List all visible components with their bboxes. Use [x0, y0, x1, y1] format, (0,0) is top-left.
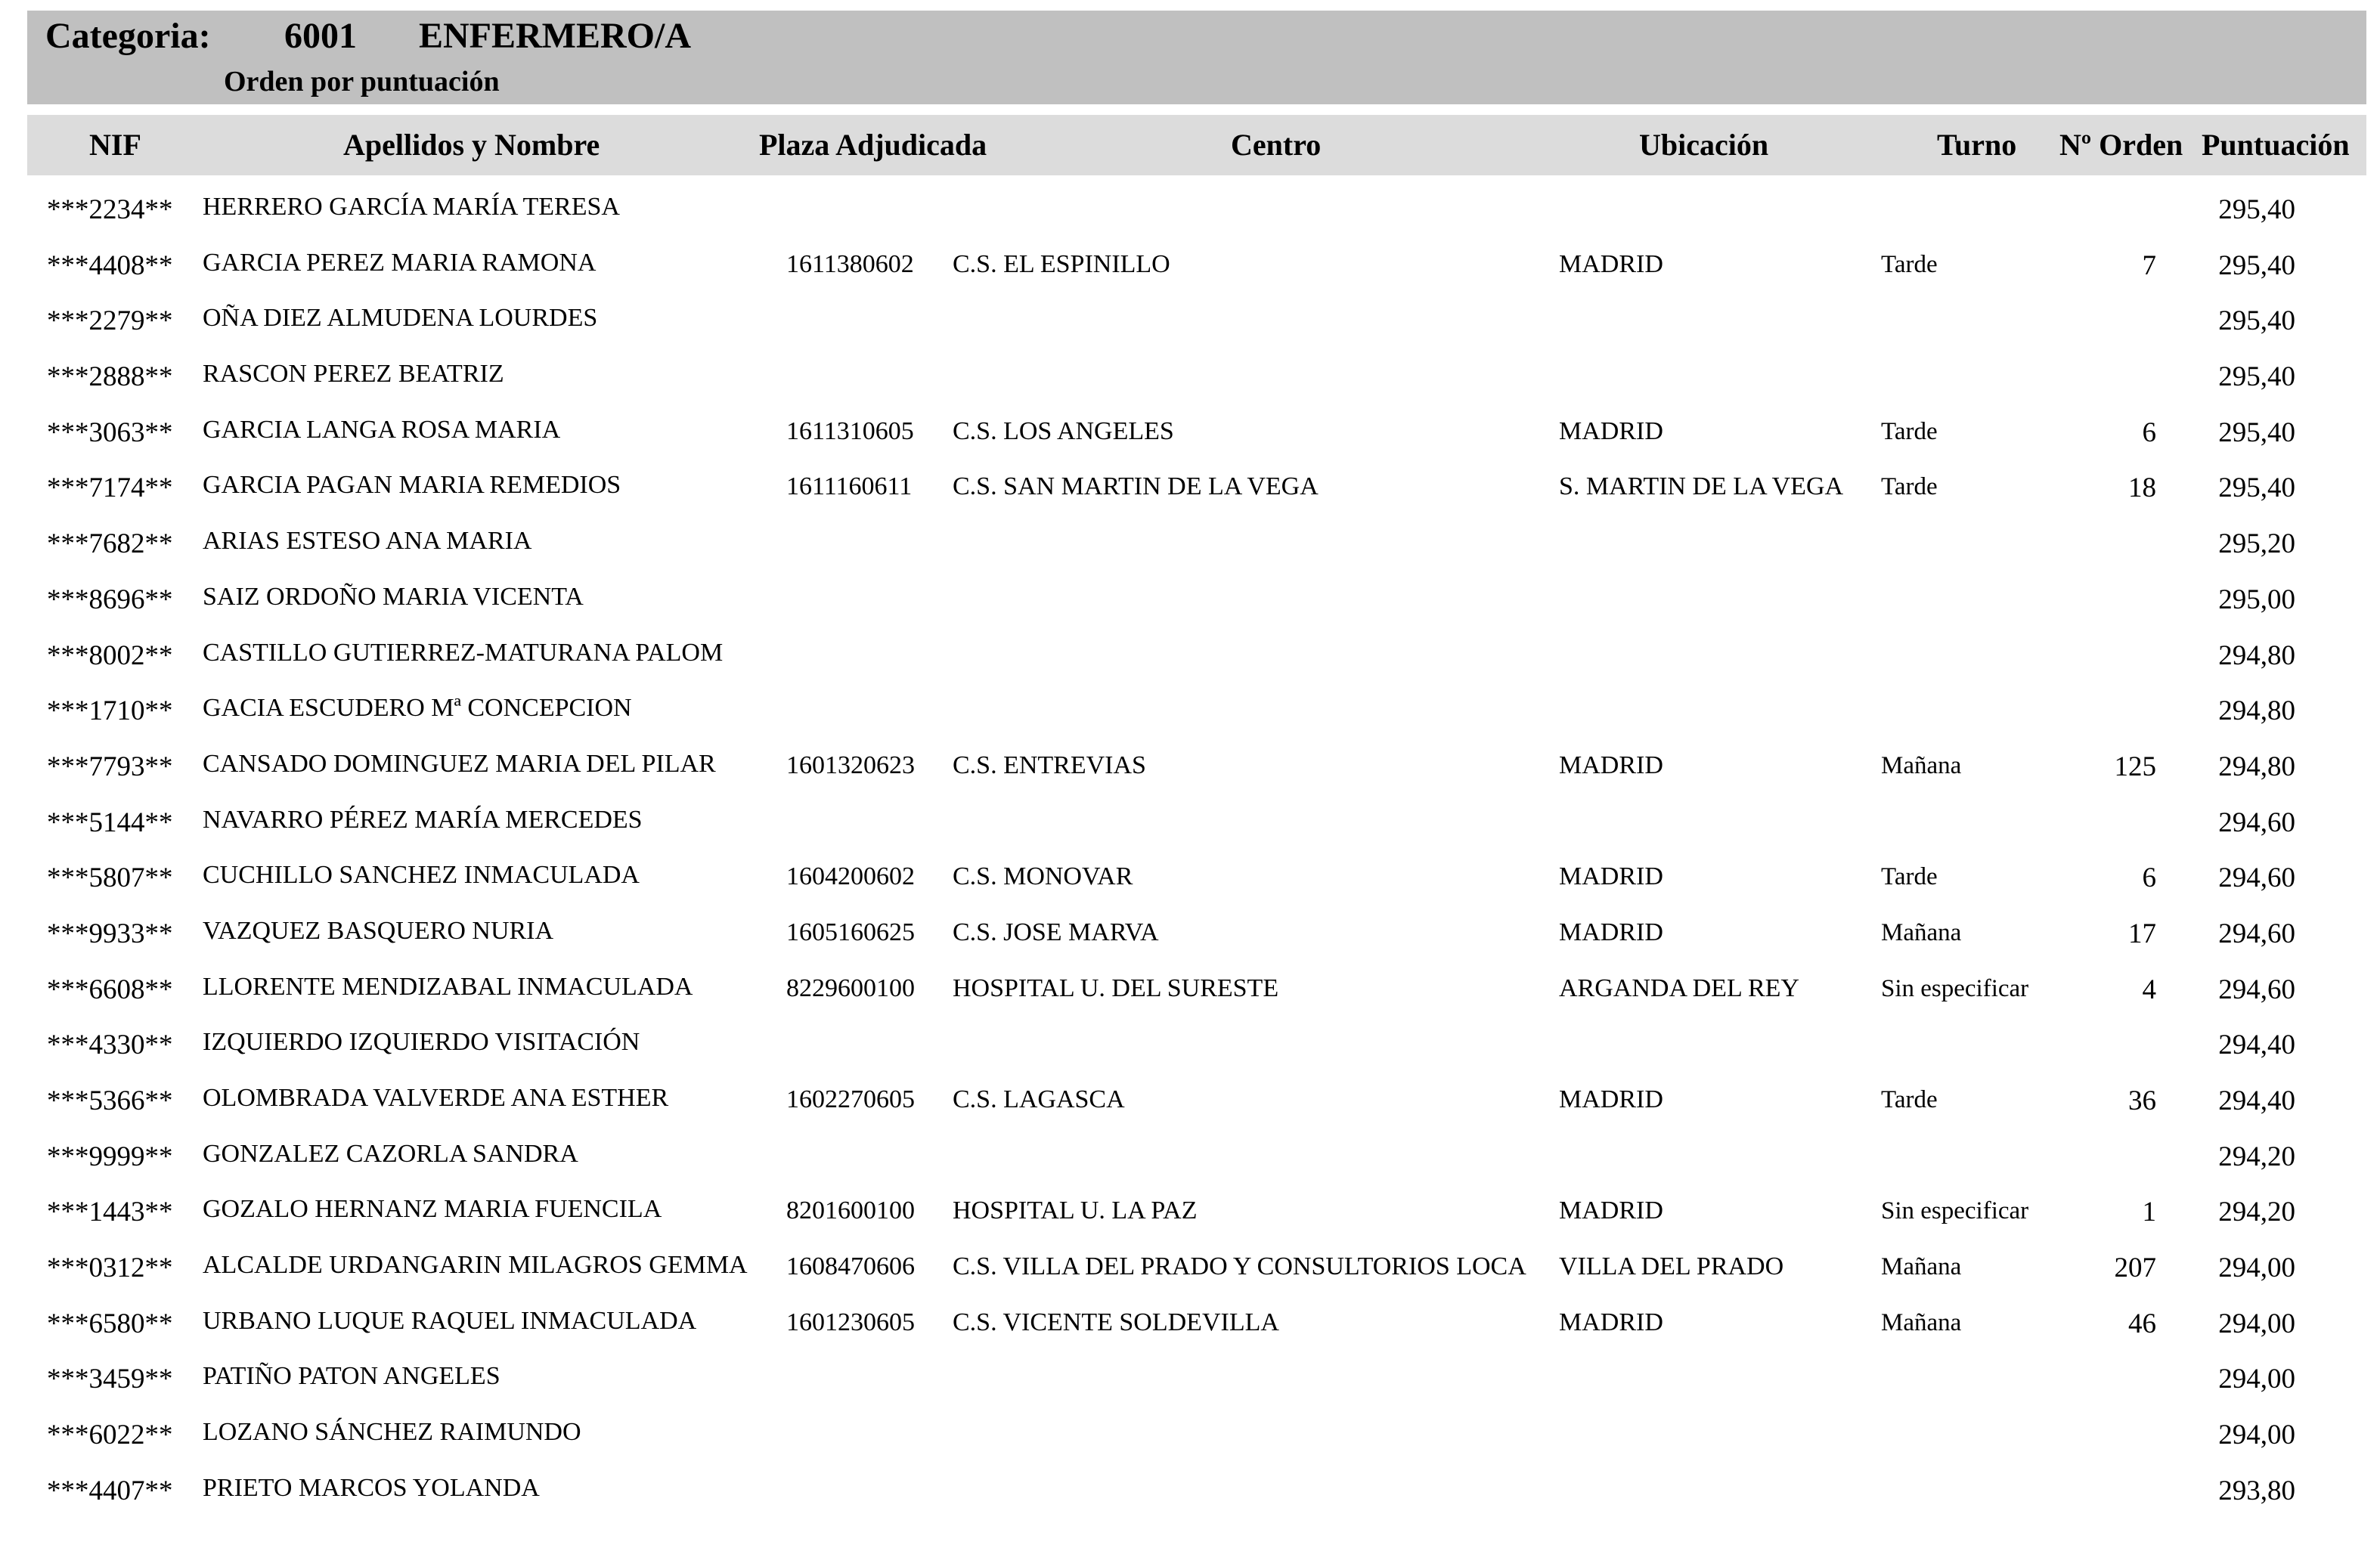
name-cell: GACIA ESCUDERO Mª CONCEPCION	[203, 694, 632, 723]
name-cell: ARIAS ESTESO ANA MARIA	[203, 527, 532, 556]
orden-cell: 36	[2128, 1085, 2156, 1116]
name-cell: GONZALEZ CAZORLA SANDRA	[203, 1139, 578, 1168]
plaza-cell: 1605160625	[786, 918, 915, 946]
plaza-cell: 1611310605	[786, 416, 914, 445]
name-cell: PRIETO MARCOS YOLANDA	[203, 1473, 540, 1502]
nif-cell: ***6022**	[47, 1419, 173, 1451]
ubicacion-cell: S. MARTIN DE LA VEGA	[1559, 472, 1844, 501]
column-header-name: Apellidos y Nombre	[343, 128, 600, 162]
centro-cell: C.S. LAGASCA	[953, 1085, 1125, 1113]
name-cell: HERRERO GARCÍA MARÍA TERESA	[203, 193, 620, 221]
turno-cell: Mañana	[1881, 751, 1962, 779]
centro-cell: C.S. VILLA DEL PRADO Y CONSULTORIOS LOCA	[953, 1252, 1526, 1281]
puntuacion-cell: 295,40	[2218, 249, 2295, 281]
ubicacion-cell: MADRID	[1559, 416, 1663, 445]
table-row	[0, 1300, 2380, 1356]
ubicacion-cell: MADRID	[1559, 1308, 1663, 1336]
name-cell: LLORENTE MENDIZABAL INMACULADA	[203, 972, 693, 1001]
orden-cell: 4	[2142, 974, 2156, 1005]
centro-cell: C.S. MONOVAR	[953, 862, 1133, 891]
centro-cell: C.S. VICENTE SOLDEVILLA	[953, 1308, 1279, 1336]
nif-cell: ***0312**	[47, 1252, 173, 1284]
puntuacion-cell: 294,60	[2218, 974, 2295, 1005]
ubicacion-cell: MADRID	[1559, 249, 1663, 278]
name-cell: PATIÑO PATON ANGELES	[203, 1362, 500, 1391]
turno-cell: Mañana	[1881, 918, 1962, 946]
name-cell: GARCIA LANGA ROSA MARIA	[203, 415, 561, 444]
puntuacion-cell: 294,60	[2218, 918, 2295, 949]
nif-cell: ***3459**	[47, 1364, 173, 1395]
column-header-nif: NIF	[89, 128, 141, 162]
table-row	[0, 297, 2380, 353]
puntuacion-cell: 295,20	[2218, 528, 2295, 560]
name-cell: OÑA DIEZ ALMUDENA LOURDES	[203, 304, 598, 333]
ubicacion-cell: MADRID	[1559, 751, 1663, 779]
name-cell: GOZALO HERNANZ MARIA FUENCILA	[203, 1195, 662, 1224]
orden-cell: 17	[2128, 918, 2156, 949]
turno-cell: Tarde	[1881, 250, 1938, 278]
table-row	[0, 1244, 2380, 1300]
name-cell: RASCON PEREZ BEATRIZ	[203, 360, 504, 389]
name-cell: LOZANO SÁNCHEZ RAIMUNDO	[203, 1418, 581, 1447]
plaza-cell: 1601230605	[786, 1308, 915, 1336]
puntuacion-cell: 295,40	[2218, 305, 2295, 337]
turno-cell: Sin especificar	[1881, 974, 2029, 1002]
name-cell: IZQUIERDO IZQUIERDO VISITACIÓN	[203, 1028, 640, 1057]
table-row	[0, 1077, 2380, 1133]
table-row	[0, 1133, 2380, 1189]
table-row	[0, 409, 2380, 465]
table-row	[0, 1188, 2380, 1244]
orden-cell: 6	[2142, 416, 2156, 448]
centro-cell: C.S. LOS ANGELES	[953, 416, 1174, 445]
results-table	[0, 186, 2380, 1523]
puntuacion-cell: 294,80	[2218, 751, 2295, 782]
name-cell: CASTILLO GUTIERREZ-MATURANA PALOM	[203, 638, 724, 667]
table-row	[0, 1411, 2380, 1467]
nif-cell: ***1710**	[47, 695, 173, 727]
table-row	[0, 1467, 2380, 1523]
ubicacion-cell: VILLA DEL PRADO	[1559, 1252, 1784, 1281]
table-row	[0, 799, 2380, 855]
name-cell: VAZQUEZ BASQUERO NURIA	[203, 916, 554, 945]
name-cell: NAVARRO PÉREZ MARÍA MERCEDES	[203, 805, 643, 834]
nif-cell: ***4407**	[47, 1475, 173, 1506]
puntuacion-cell: 294,60	[2218, 806, 2295, 838]
nif-cell: ***7793**	[47, 751, 173, 782]
nif-cell: ***5144**	[47, 806, 173, 838]
column-header-ubicacion: Ubicación	[1639, 128, 1769, 162]
nif-cell: ***3063**	[47, 416, 173, 448]
name-cell: CUCHILLO SANCHEZ INMACULADA	[203, 861, 640, 890]
orden-cell: 125	[2114, 751, 2156, 782]
category-code: 6001	[284, 16, 357, 56]
nif-cell: ***2234**	[47, 194, 173, 225]
category-name: ENFERMERO/A	[419, 16, 691, 56]
orden-cell: 7	[2142, 249, 2156, 281]
turno-cell: Mañana	[1881, 1253, 1962, 1281]
table-row	[0, 743, 2380, 799]
turno-cell: Tarde	[1881, 473, 1938, 501]
ubicacion-cell: MADRID	[1559, 1085, 1663, 1113]
table-row	[0, 353, 2380, 409]
puntuacion-cell: 295,40	[2218, 472, 2295, 504]
puntuacion-cell: 294,40	[2218, 1085, 2295, 1116]
ubicacion-cell: MADRID	[1559, 918, 1663, 946]
plaza-cell: 1611160611	[786, 472, 913, 501]
puntuacion-cell: 295,40	[2218, 361, 2295, 393]
turno-cell: Sin especificar	[1881, 1197, 2029, 1225]
nif-cell: ***2279**	[47, 305, 173, 337]
table-row	[0, 464, 2380, 520]
puntuacion-cell: 295,40	[2218, 194, 2295, 225]
nif-cell: ***7174**	[47, 472, 173, 504]
turno-cell: Tarde	[1881, 863, 1938, 891]
nif-cell: ***1443**	[47, 1197, 173, 1228]
nif-cell: ***8002**	[47, 639, 173, 671]
puntuacion-cell: 294,40	[2218, 1029, 2295, 1061]
nif-cell: ***2888**	[47, 361, 173, 393]
orden-cell: 18	[2128, 472, 2156, 504]
nif-cell: ***5366**	[47, 1085, 173, 1116]
nif-cell: ***7682**	[47, 528, 173, 560]
name-cell: GARCIA PEREZ MARIA RAMONA	[203, 248, 597, 277]
column-header-puntuacion: Puntuación	[2202, 128, 2350, 162]
ubicacion-cell: MADRID	[1559, 1197, 1663, 1225]
centro-cell: HOSPITAL U. LA PAZ	[953, 1197, 1198, 1225]
table-row	[0, 242, 2380, 298]
column-header-orden: Nº Orden	[2059, 128, 2183, 162]
ubicacion-cell: ARGANDA DEL REY	[1559, 974, 1799, 1002]
table-row	[0, 186, 2380, 242]
category-label: Categoria:	[45, 16, 211, 56]
turno-cell: Mañana	[1881, 1308, 1962, 1336]
orden-cell: 46	[2128, 1308, 2156, 1339]
ubicacion-cell: MADRID	[1559, 862, 1663, 891]
sort-order-label: Orden por puntuación	[224, 66, 500, 98]
centro-cell: C.S. ENTREVIAS	[953, 751, 1146, 779]
table-row	[0, 966, 2380, 1022]
table-row	[0, 910, 2380, 966]
orden-cell: 6	[2142, 862, 2156, 894]
name-cell: SAIZ ORDOÑO MARIA VICENTA	[203, 582, 584, 611]
puntuacion-cell: 294,20	[2218, 1141, 2295, 1172]
table-row	[0, 854, 2380, 910]
centro-cell: C.S. SAN MARTIN DE LA VEGA	[953, 472, 1319, 501]
orden-cell: 207	[2114, 1252, 2156, 1284]
table-row	[0, 520, 2380, 576]
name-cell: ALCALDE URDANGARIN MILAGROS GEMMA	[203, 1251, 748, 1280]
plaza-cell: 1611380602	[786, 249, 914, 278]
puntuacion-cell: 294,00	[2218, 1308, 2295, 1339]
nif-cell: ***4408**	[47, 249, 173, 281]
puntuacion-cell: 294,20	[2218, 1197, 2295, 1228]
table-row	[0, 632, 2380, 688]
nif-cell: ***6608**	[47, 974, 173, 1005]
plaza-cell: 1602270605	[786, 1085, 915, 1113]
plaza-cell: 1601320623	[786, 751, 915, 779]
table-row	[0, 687, 2380, 743]
puntuacion-cell: 294,80	[2218, 639, 2295, 671]
puntuacion-cell: 295,40	[2218, 416, 2295, 448]
nif-cell: ***9999**	[47, 1141, 173, 1172]
turno-cell: Tarde	[1881, 1086, 1938, 1113]
centro-cell: C.S. EL ESPINILLO	[953, 249, 1170, 278]
turno-cell: Tarde	[1881, 417, 1938, 445]
column-header-turno: Turno	[1937, 128, 2017, 162]
nif-cell: ***5807**	[47, 862, 173, 894]
puntuacion-cell: 294,80	[2218, 695, 2295, 727]
puntuacion-cell: 294,00	[2218, 1419, 2295, 1451]
name-cell: GARCIA PAGAN MARIA REMEDIOS	[203, 471, 621, 500]
plaza-cell: 8201600100	[786, 1197, 915, 1225]
plaza-cell: 1608470606	[786, 1252, 915, 1281]
puntuacion-cell: 295,00	[2218, 584, 2295, 615]
puntuacion-cell: 294,00	[2218, 1364, 2295, 1395]
table-row	[0, 1355, 2380, 1411]
plaza-cell: 8229600100	[786, 974, 915, 1002]
table-row	[0, 1021, 2380, 1077]
name-cell: URBANO LUQUE RAQUEL INMACULADA	[203, 1306, 697, 1335]
nif-cell: ***8696**	[47, 584, 173, 615]
centro-cell: HOSPITAL U. DEL SURESTE	[953, 974, 1279, 1002]
nif-cell: ***9933**	[47, 918, 173, 949]
plaza-cell: 1604200602	[786, 862, 915, 891]
nif-cell: ***4330**	[47, 1029, 173, 1061]
column-header-plaza: Plaza Adjudicada	[759, 128, 987, 162]
name-cell: CANSADO DOMINGUEZ MARIA DEL PILAR	[203, 749, 716, 778]
puntuacion-cell: 294,00	[2218, 1252, 2295, 1284]
orden-cell: 1	[2142, 1197, 2156, 1228]
centro-cell: C.S. JOSE MARVA	[953, 918, 1159, 946]
nif-cell: ***6580**	[47, 1308, 173, 1339]
table-row	[0, 576, 2380, 632]
puntuacion-cell: 294,60	[2218, 862, 2295, 894]
name-cell: OLOMBRADA VALVERDE ANA ESTHER	[203, 1084, 669, 1112]
column-header-centro: Centro	[1231, 128, 1322, 162]
puntuacion-cell: 293,80	[2218, 1475, 2295, 1506]
